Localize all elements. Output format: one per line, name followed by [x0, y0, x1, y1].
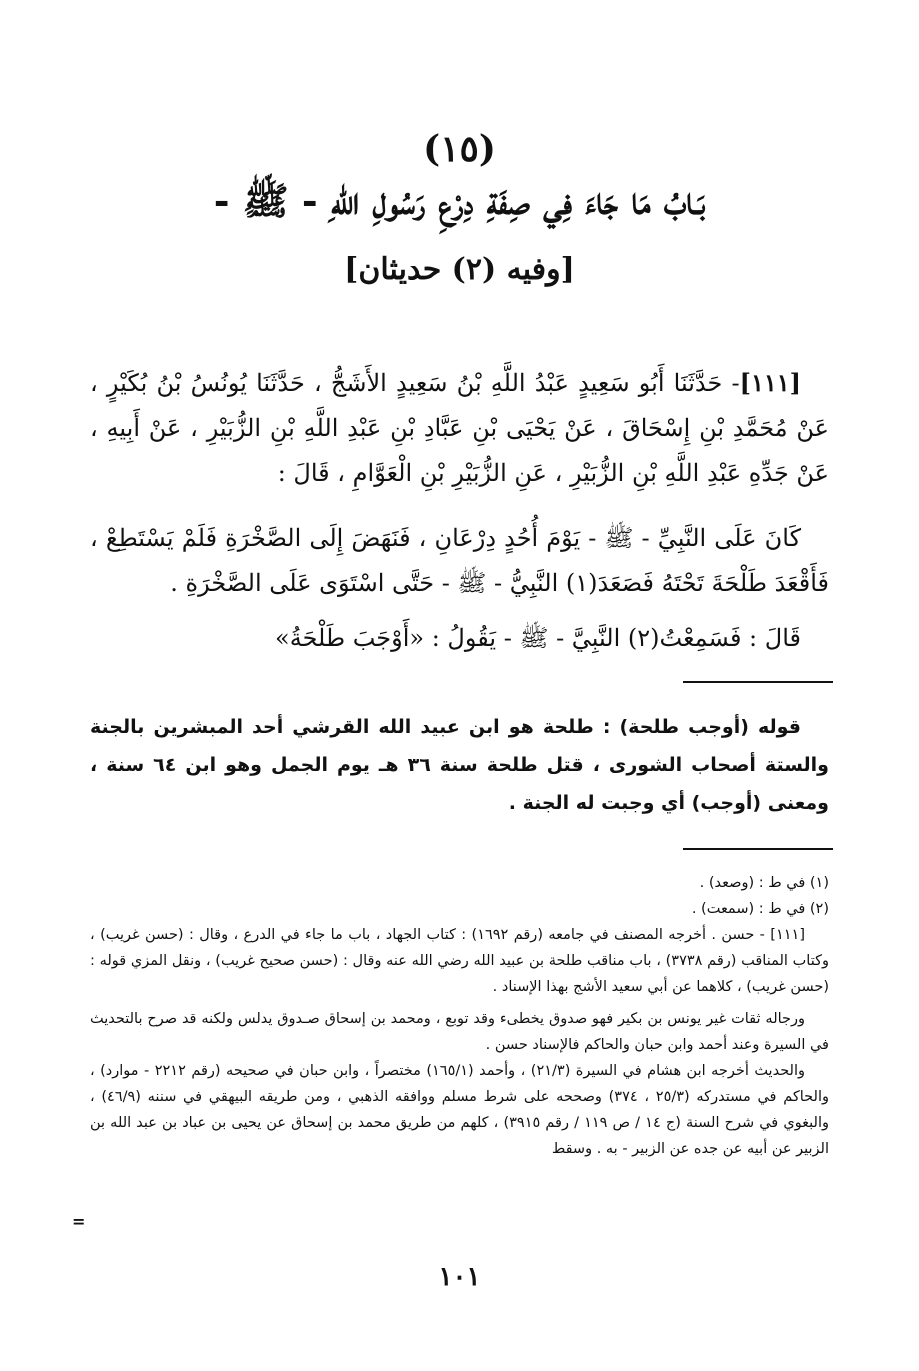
- takhrij-paragraph-3: والحديث أخرجه ابن هشام في السيرة (٢١/٣) ، وأحمد (١٦٥/١) مختصراً ، وابن حبان في صحيحه (رقم ٢٢١٢ - موارد) ، والحاكم في مستدركه (٢٥/٣ ، ٣٧٤) وصححه على شرط مسلم ووافقه الذهبي ، ومن طريقه البيهقي في سننه (٤٦/٩) ، والبغوي في شرح السنة (ج ١٤ / ص ١١٩ / رقم ٣٩١٥) ، كلهم من طريق محمد بن إسحاق عن يحيى بن عباد بن عبد الله بن الزبير عن أبيه عن جده عن الزبير - به . وسقط: [90, 1063, 829, 1157]
- continuation-mark: =: [72, 1212, 86, 1231]
- chapter-number: (١٥): [423, 128, 496, 170]
- takhrij-paragraph-1: [١١١] - حسن . أخرجه المصنف في جامعه (رقم ١٦٩٢) : كتاب الجهاد ، باب ما جاء في الدرع ، وقال : (حسن غريب) ، وكتاب المناقب (رقم ٣٧٣٨) ، باب مناقب طلحة بن عبيد الله رضي الله عنه وقال : (حسن صحيح غريب) ، ونقل المزي قوله : (حسن غريب) ، كلاهما عن أبي سعيد الأشج بهذا الإسناد .: [90, 927, 829, 995]
- chapter-subtitle: [وفيه (٢) حديثان]: [344, 252, 575, 287]
- footnotes: [90, 870, 829, 1162]
- footnote-1: (١) في ط : (وصعد) .: [699, 875, 829, 891]
- hadith-number: [١١١]: [739, 368, 802, 397]
- chapter-title: بَـابُ مَا جَاءَ فِي صِفَةِ دِرْعِ رَسُولِ اللهِ - ﷺ -: [213, 178, 706, 223]
- footnote-2: (٢) في ط : (سمعت) .: [691, 901, 829, 917]
- commentary-paragraph: قوله (أوجب طلحة) : طلحة هو ابن عبيد الله القرشي أحد المبشرين بالجنة والستة أصحاب الشورى ، قتل طلحة سنة ٣٦ هـ يوم الجمل وهو ابن ٦٤ سنة ، ومعنى (أوجب) أي وجبت له الجنة .: [90, 716, 829, 814]
- hadith-isnad: [90, 360, 829, 496]
- footnote-separator-rule: [683, 848, 833, 850]
- hadith-saying: قَالَ : فَسَمِعْتُ(٢) النَّبِيَّ - ﷺ - يَقُولُ : «أَوْجَبَ طَلْحَةُ»: [275, 624, 801, 652]
- separator-rule: [683, 681, 833, 683]
- takhrij-paragraph-2: ورجاله ثقات غير يونس بن بكير فهو صدوق يخطىء وقد توبع ، ومحمد بن إسحاق صـدوق يدلس ولكنه قد صرح بالتحديث في السيرة وعند أحمد وابن حبان والحاكم فالإسناد حسن .: [90, 1011, 829, 1053]
- page-number: ١٠١: [438, 1262, 481, 1292]
- hadith-isnad-text: - حَدَّثَنَا أَبُو سَعِيدٍ عَبْدُ اللَّهِ بْنُ سَعِيدٍ الأَشَجُّ ، حَدَّثَنَا يُونُسُ بْنُ بُكَيْرٍ ، عَنْ مُحَمَّدِ بْنِ إِسْحَاقَ ، عَنْ يَحْيَى بْنِ عَبَّادِ بْنِ عَبْدِ اللَّهِ بْنِ الزُّبَيْرِ ، عَنْ أَبِيهِ ، عَنْ جَدِّهِ عَبْدِ اللَّهِ بْنِ الزُّبَيْرِ ، عَنِ الزُّبَيْرِ بْنِ الْعَوَّامِ ، قَالَ :: [90, 369, 829, 487]
- hadith-matn: كَانَ عَلَى النَّبِيِّ - ﷺ - يَوْمَ أُحُدٍ دِرْعَانِ ، فَنَهَضَ إِلَى الصَّخْرَةِ فَلَمْ يَسْتَطِعْ ، فَأَقْعَدَ طَلْحَةَ تَحْتَهُ فَصَعَدَ(١) النَّبِيُّ - ﷺ - حَتَّى اسْتَوَى عَلَى الصَّخْرَةِ .: [90, 524, 829, 597]
